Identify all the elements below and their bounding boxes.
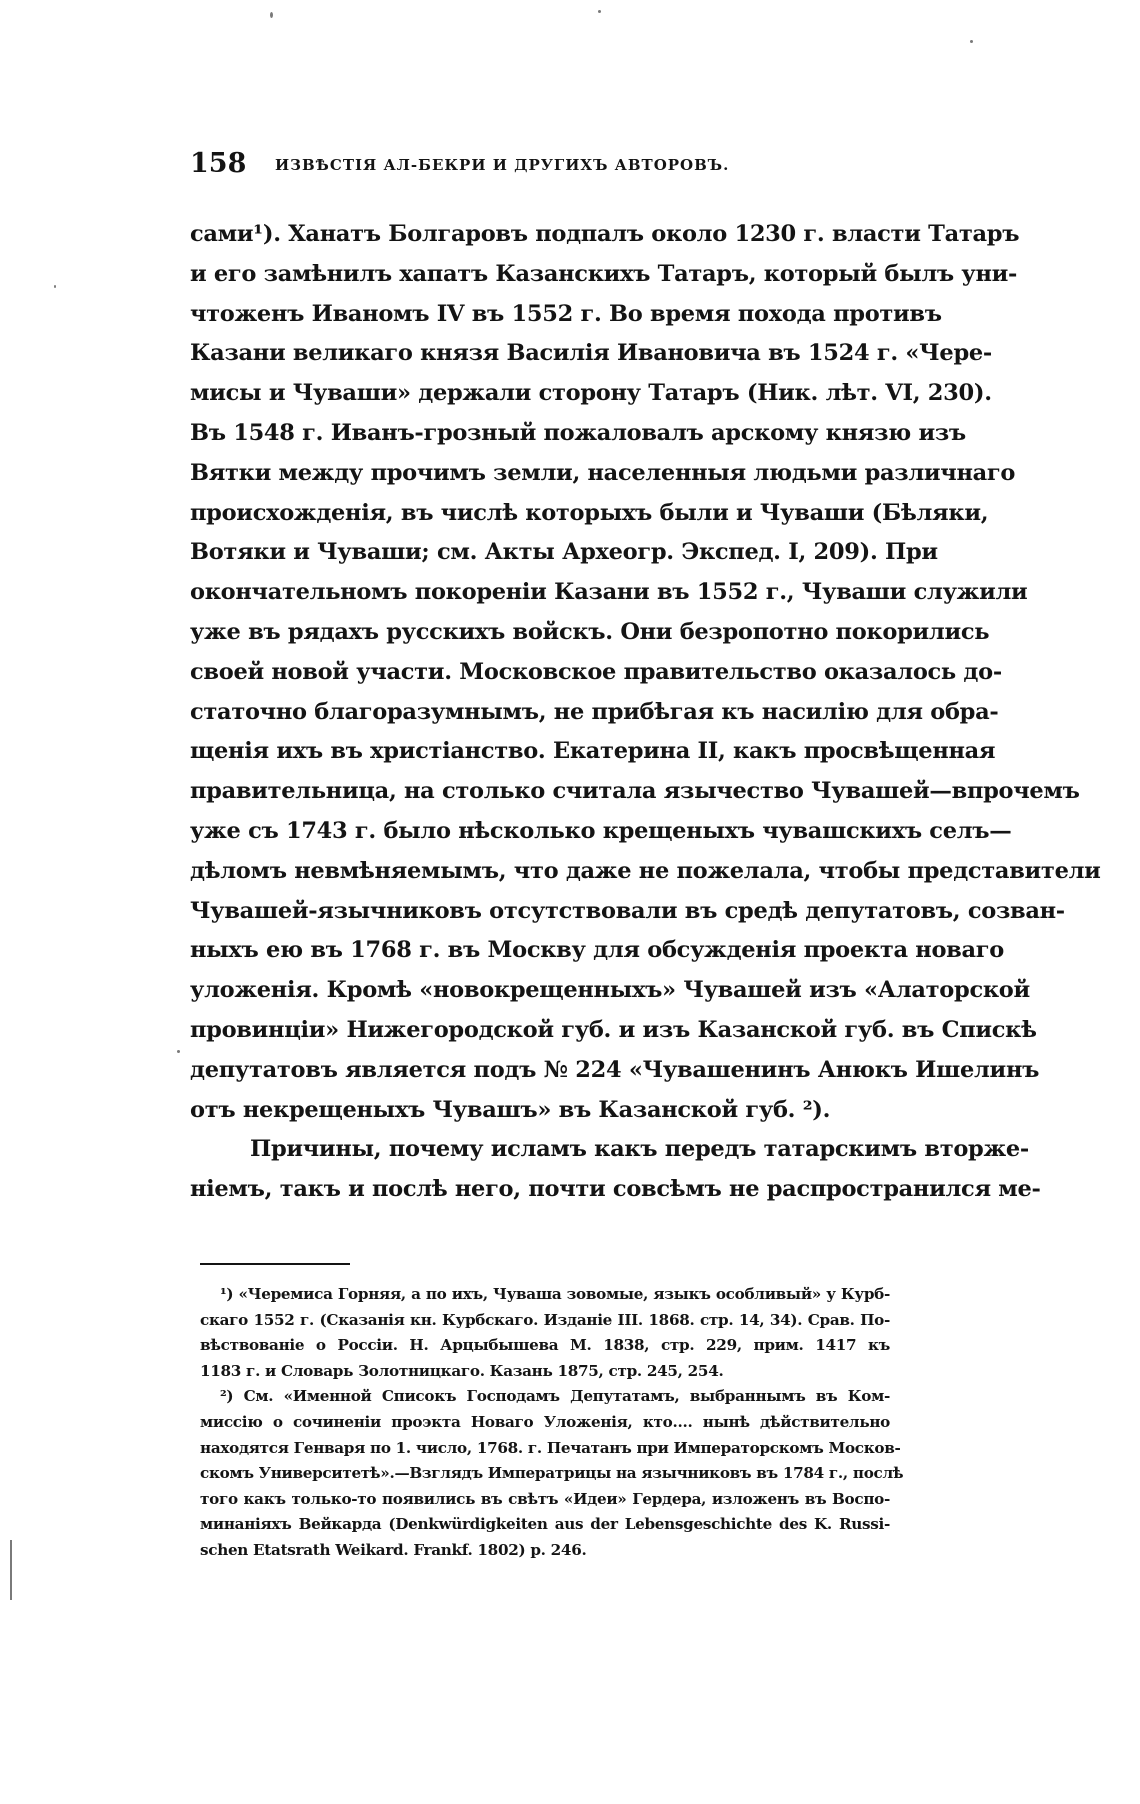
text-line: щенія ихъ въ христіанство. Екатерина II, какъ просвѣщенная <box>190 738 996 765</box>
footnote-line: 1183 г. и Словарь Золотницкаго. Казань 1875, стр. 245, 254. <box>200 1361 724 1380</box>
text-line: Вотяки и Чуваши; см. Акты Археогр. Экспед. I, 209). При <box>190 539 938 566</box>
footnote-line: минаніяхъ Вейкарда (Denkwürdigkeiten aus der Lebensgeschichte des K. Russi- <box>200 1515 890 1534</box>
text-line: чтоженъ Иваномъ IV въ 1552 г. Во время похода противъ <box>190 300 942 327</box>
text-line: уже съ 1743 г. было нѣсколько крещеныхъ чувашскихъ селъ— <box>190 817 1012 844</box>
footnote-line: скаго 1552 г. (Сказанія кн. Курбскаго. Изданіе III. 1868. стр. 14, 34). Срав. По- <box>200 1310 890 1329</box>
text-line: своей новой участи. Московское правительство оказалось до- <box>190 658 1002 685</box>
footnote-line: того какъ только-то появились въ свѣтъ «Идеи» Гердера, изложенъ въ Воспо- <box>200 1489 890 1508</box>
footnote-line: ¹) «Черемиса Горняя, а по ихъ, Чуваша зовомые, языкъ особливый» у Курб- <box>220 1285 890 1303</box>
text-line: дѣломъ невмѣняемымъ, что даже не пожелала, чтобы представители <box>190 857 1101 884</box>
text-line: статочно благоразумнымъ, не прибѣгая къ насилію для обра- <box>190 698 999 725</box>
text-line: отъ некрещеныхъ Чувашъ» въ Казанской губ. ²). <box>190 1096 831 1123</box>
text-line: окончательномъ покореніи Казани въ 1552 г., Чуваши служили <box>190 579 1028 606</box>
footnote-rule <box>200 1263 350 1265</box>
footnote-line: вѣствованіе о Россіи. Н. Арцыбышева М. 1838, стр. 229, прим. 1417 къ <box>200 1336 890 1355</box>
text-line: Въ 1548 г. Иванъ-грозный пожаловалъ арскому князю изъ <box>190 419 966 446</box>
text-line: ныхъ ею въ 1768 г. въ Москву для обсужденія проекта новаго <box>190 937 1004 964</box>
footnote-line: ²) См. «Именной Списокъ Господамъ Депутатамъ, выбраннымъ въ Ком- <box>220 1387 890 1406</box>
text-line: сами¹). Ханатъ Болгаровъ подпалъ около 1230 г. власти Татаръ <box>190 221 1020 247</box>
main-text <box>190 215 1101 1210</box>
text-line: и его замѣнилъ хапатъ Казанскихъ Татаръ, который былъ уни- <box>190 260 1018 287</box>
text-line: правительница, на столько считала язычество Чувашей—впрочемъ <box>190 778 1080 805</box>
text-line: ніемъ, такъ и послѣ него, почти совсѣмъ не распространился ме- <box>190 1176 1041 1203</box>
text-line: происхожденія, въ числѣ которыхъ были и Чуваши (Бѣляки, <box>190 499 989 526</box>
footnote-line: находятся Генваря по 1. число, 1768. г. Печатанъ при Императорскомъ Москов- <box>200 1438 901 1457</box>
text-line: мисы и Чуваши» держали сторону Татаръ (Ник. лѣт. VI, 230). <box>190 380 992 407</box>
footnote-line: скомъ Университетѣ».—Взглядъ Императрицы на язычниковъ въ 1784 г., послѣ <box>200 1464 904 1483</box>
text-line: провинціи» Нижегородской губ. и изъ Казанской губ. въ Спискѣ <box>190 1016 1037 1043</box>
footnotes <box>200 1282 904 1564</box>
footnote-line: schen Etatsrath Weikard. Frankf. 1802) p. 246. <box>200 1540 587 1559</box>
page-number: 158 <box>190 148 247 179</box>
text-line: Причины, почему исламъ какъ передъ татарскимъ вторже- <box>250 1136 1029 1163</box>
text-line: уже въ рядахъ русскихъ войскъ. Они безропотно покорились <box>190 618 990 645</box>
text-line: Чувашей-язычниковъ отсутствовали въ средѣ депутатовъ, созван- <box>190 897 1065 924</box>
text-line: уложенія. Кромѣ «новокрещенныхъ» Чувашей изъ «Алаторской <box>190 977 1030 1004</box>
footnote-line: миссію о сочиненіи проэкта Новаго Уложенія, кто.... нынѣ дѣйствительно <box>200 1412 890 1431</box>
text-line: Вятки между прочимъ земли, населенныя людьми различнаго <box>190 459 1016 486</box>
running-head: ИЗВѢСТІЯ АЛ-БЕКРИ И ДРУГИХЪ АВТОРОВЪ. <box>275 156 730 174</box>
text-line: Казани великаго князя Василія Ивановича въ 1524 г. «Чере- <box>190 340 992 367</box>
text-line: депутатовъ является подъ № 224 «Чувашенинъ Анюкъ Ишелинъ <box>190 1056 1040 1083</box>
page-header <box>190 148 935 188</box>
